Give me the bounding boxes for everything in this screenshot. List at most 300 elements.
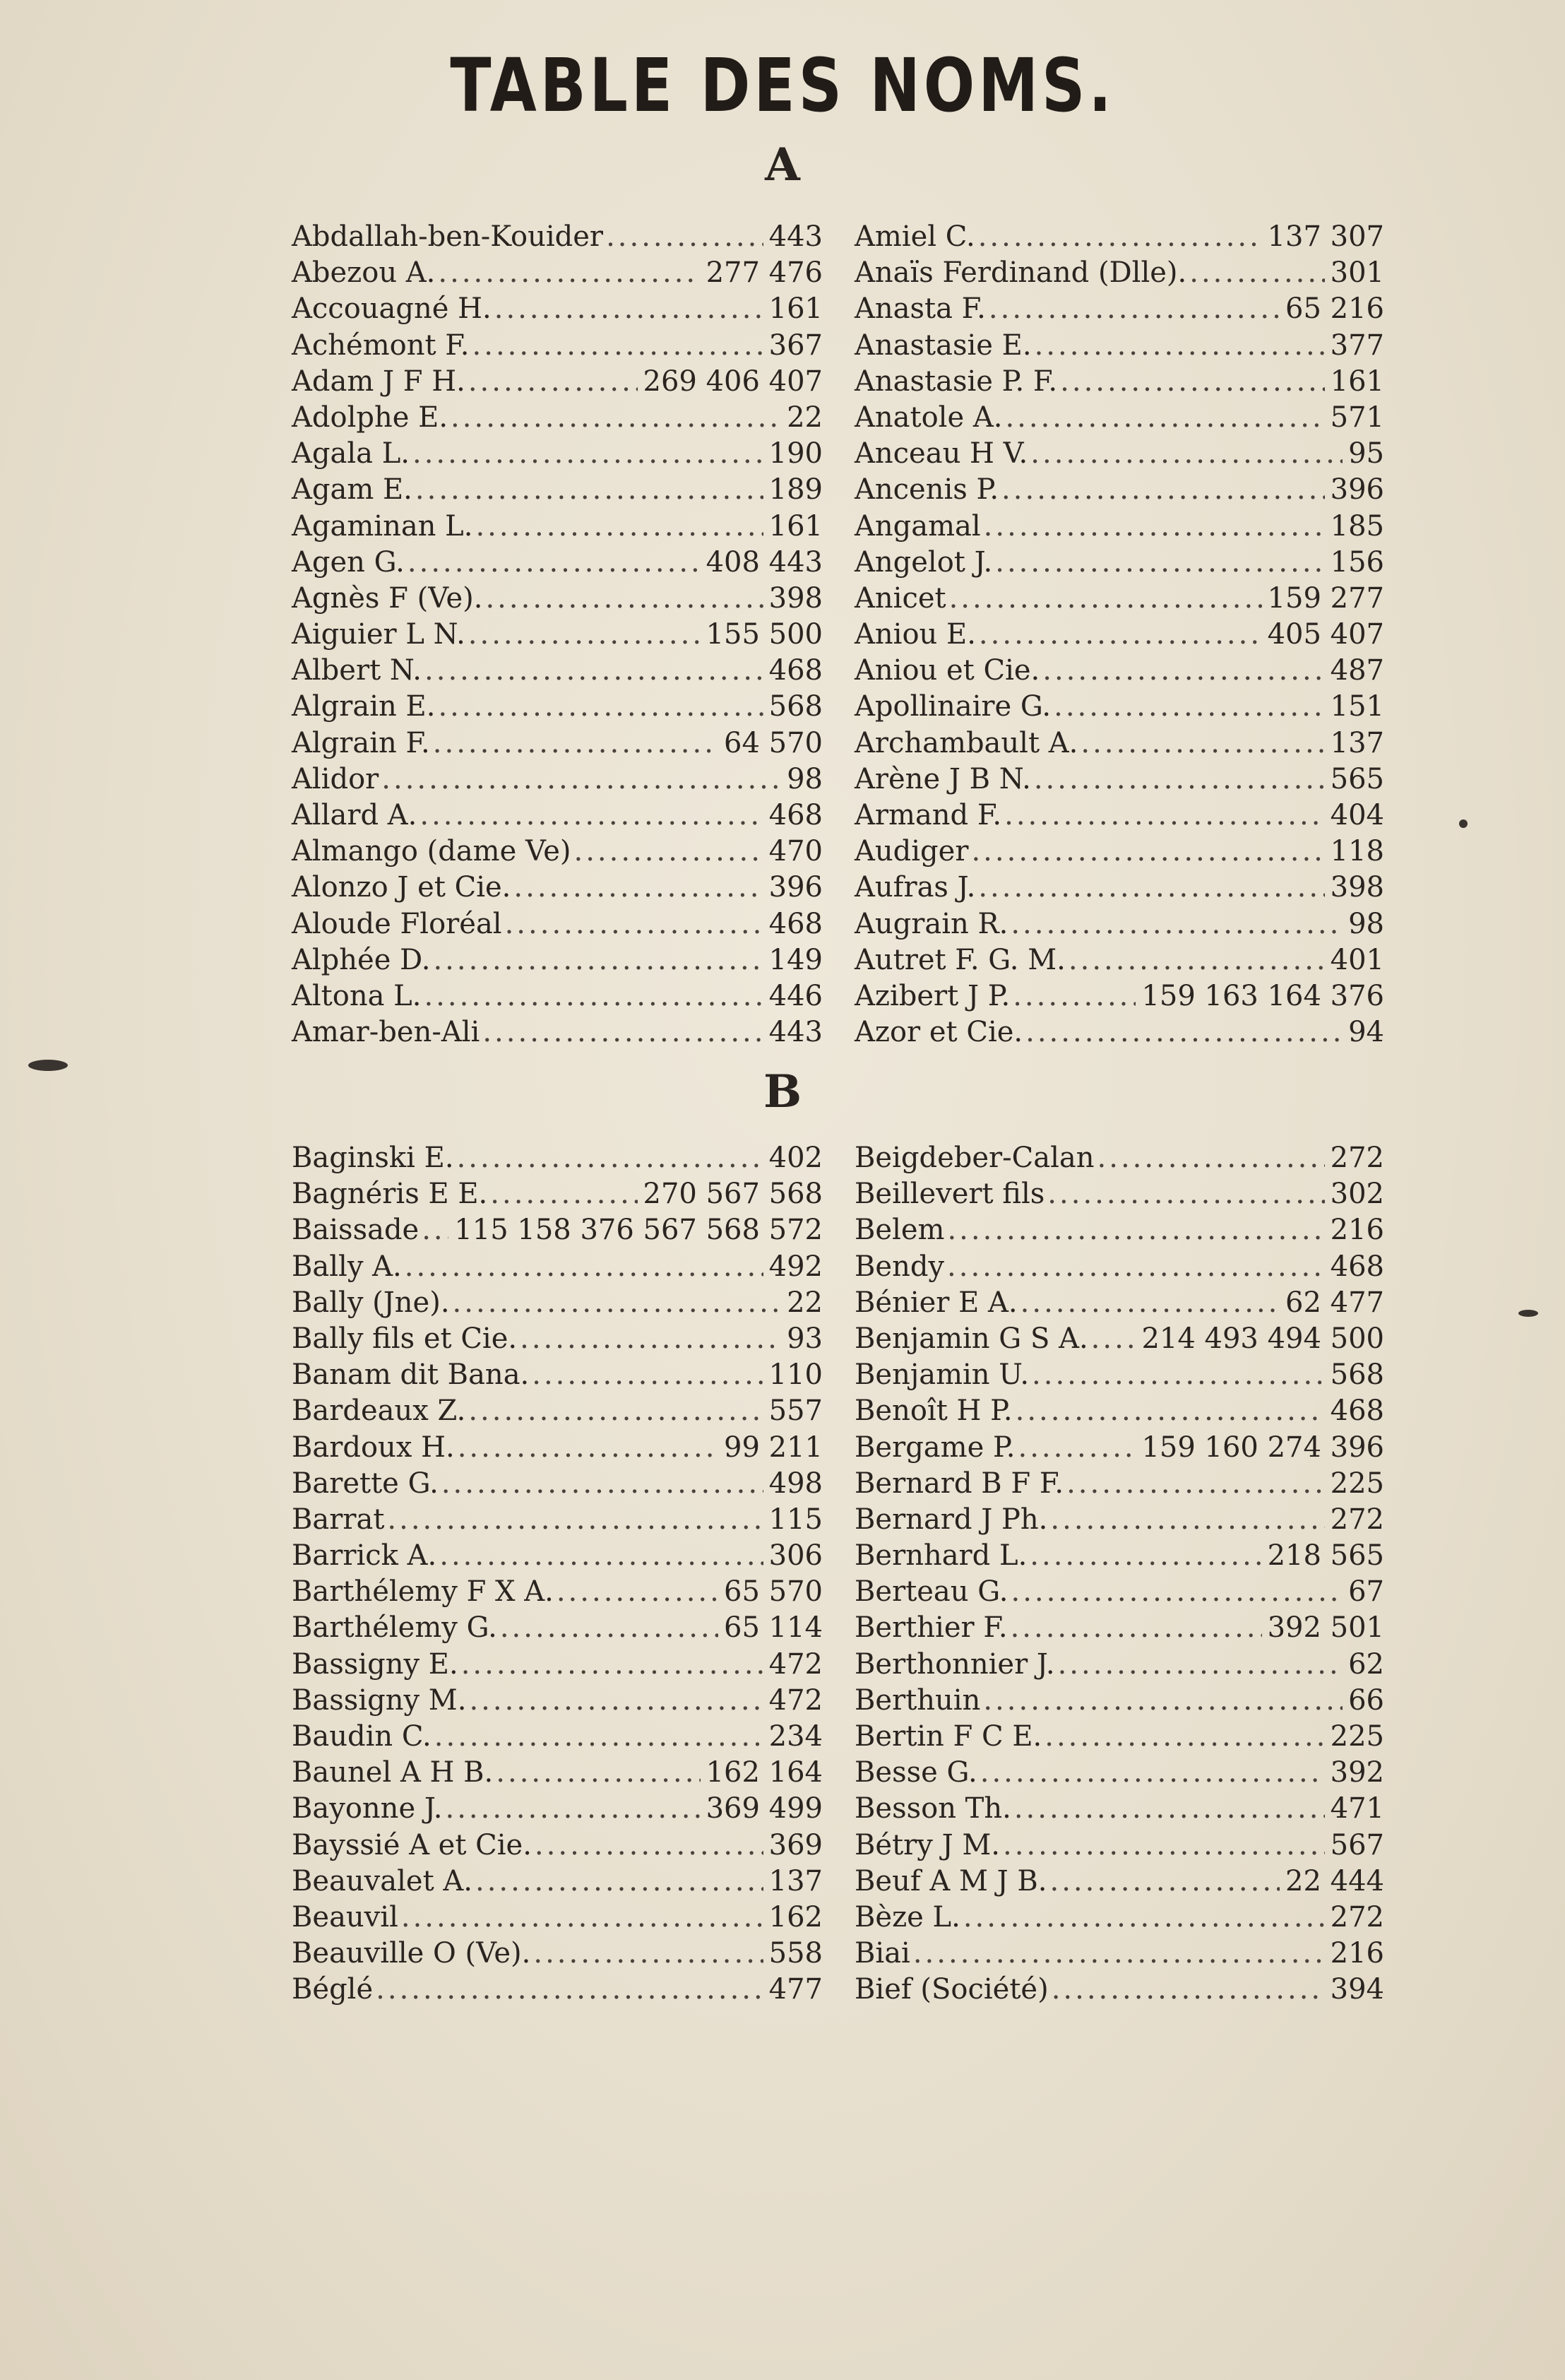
index-entry [855, 400, 1384, 436]
index-entry [292, 1430, 823, 1466]
dot-leader [472, 509, 763, 545]
index-entry [292, 834, 823, 870]
entry-pages: 65 216 [1285, 292, 1384, 326]
entry-pages: 272 [1330, 1900, 1384, 1934]
entry-pages: 22 444 [1285, 1864, 1384, 1898]
dot-leader [1042, 1719, 1324, 1755]
entry-pages: 214 493 494 500 [1141, 1322, 1384, 1355]
dot-leader [379, 762, 781, 798]
dot-leader [480, 1014, 763, 1050]
index-entry [855, 1140, 1384, 1176]
dot-leader [1047, 1864, 1280, 1900]
index-entry [855, 1936, 1384, 1972]
entry-name: Albert N. [292, 654, 422, 687]
dot-leader [977, 1755, 1325, 1791]
dot-leader [436, 1538, 763, 1574]
index-entry [855, 581, 1384, 617]
entry-name: Bayonne J. [292, 1792, 443, 1825]
entry-name: Anicet [855, 581, 946, 615]
dot-leader [1066, 942, 1325, 978]
entry-name: Algrain F. [292, 726, 430, 759]
dot-leader [529, 1357, 763, 1393]
index-entry [292, 1755, 823, 1791]
page-title: TABLE DES NOMS. [450, 42, 1115, 129]
ink-speck [1518, 1310, 1538, 1317]
entry-pages: 22 [787, 1286, 823, 1319]
entry-pages: 225 [1330, 1467, 1384, 1500]
section-a-right-column [855, 219, 1384, 1050]
entry-pages: 302 [1330, 1178, 1384, 1211]
index-entry [855, 1357, 1384, 1393]
dot-leader [910, 1936, 1325, 1972]
dot-leader [435, 689, 763, 725]
entry-name: Bertin F C E. [855, 1720, 1042, 1753]
dot-leader [470, 328, 763, 364]
dot-leader [402, 1249, 763, 1285]
dot-leader [511, 870, 763, 906]
index-entry [855, 1791, 1384, 1827]
entry-name: Barette G. [292, 1467, 439, 1500]
dot-leader [571, 834, 763, 870]
dot-leader [1008, 1574, 1343, 1610]
dot-leader [497, 1610, 718, 1646]
entry-pages: 22 [787, 401, 823, 434]
dot-leader [532, 1828, 763, 1864]
entry-pages: 159 277 [1267, 581, 1384, 615]
entry-name: Ancenis P. [855, 473, 999, 507]
entry-name: Bally A. [292, 1250, 402, 1283]
entry-name: Apollinaire G. [855, 690, 1052, 723]
dot-leader [410, 436, 763, 472]
entry-name: Anastasie E. [855, 328, 1032, 362]
index-entry [292, 689, 823, 725]
index-entry [292, 400, 823, 436]
entry-pages: 270 567 568 [643, 1178, 823, 1211]
index-entry [292, 1502, 823, 1538]
entry-pages: 159 163 164 376 [1141, 979, 1384, 1012]
entry-pages: 62 477 [1285, 1286, 1384, 1319]
entry-name: Barthélemy F X A. [292, 1575, 554, 1609]
index-entry [855, 906, 1384, 942]
dot-leader [465, 617, 701, 653]
dot-leader [1057, 364, 1325, 400]
entry-name: Benoît H P. [855, 1395, 1013, 1428]
entry-pages: 99 211 [724, 1431, 823, 1464]
entry-name: Adolphe E. [292, 401, 448, 434]
dot-leader [398, 1900, 763, 1936]
entry-pages: 471 [1330, 1792, 1384, 1825]
entry-pages: 402 [768, 1142, 823, 1174]
dot-leader [975, 219, 1262, 255]
entry-pages: 62 [1348, 1647, 1384, 1681]
entry-name: Anastasie P. F. [855, 365, 1058, 398]
index-entry [855, 472, 1384, 508]
entry-name: Béglé [292, 1973, 374, 2006]
dot-leader [976, 617, 1262, 653]
index-entry [292, 1864, 823, 1900]
dot-leader [412, 472, 763, 508]
entry-pages: 216 [1330, 1937, 1384, 1970]
index-entry [855, 328, 1384, 364]
dot-leader [1002, 400, 1324, 436]
entry-name: Bétry J M. [855, 1828, 1000, 1861]
dot-leader [530, 1936, 763, 1972]
dot-leader [435, 255, 700, 291]
index-entry [855, 617, 1384, 653]
index-entry [292, 978, 823, 1014]
entry-pages: 159 160 274 396 [1141, 1431, 1384, 1464]
entry-name: Agaminan L. [292, 509, 473, 543]
section-letter-a: A [765, 138, 800, 191]
entry-pages: 377 [1330, 328, 1384, 362]
index-entry [292, 1357, 823, 1393]
entry-name: Agen G. [292, 545, 405, 579]
entry-pages: 137 307 [1267, 220, 1384, 253]
dot-leader [554, 1574, 718, 1610]
entry-name: Arène J B N. [855, 762, 1031, 795]
entry-name: Achémont F. [292, 328, 470, 362]
entry-name: Anatole A. [855, 401, 1003, 434]
entry-pages: 216 [1330, 1214, 1384, 1247]
entry-pages: 443 [768, 1016, 823, 1049]
index-entry [855, 1755, 1384, 1791]
entry-pages: 398 [768, 581, 823, 615]
index-entry [292, 1249, 823, 1285]
dot-leader [946, 581, 1262, 617]
entry-name: Anceau H V. [855, 437, 1028, 470]
index-entry [855, 1321, 1384, 1357]
dot-leader [1049, 1972, 1325, 2008]
index-entry [292, 291, 823, 327]
entry-pages: 115 [768, 1503, 823, 1536]
dot-leader [442, 1791, 700, 1827]
entry-name: Aniou E. [855, 618, 976, 651]
index-entry [292, 1321, 823, 1357]
entry-pages: 404 [1330, 799, 1384, 831]
entry-name: Benjamin U. [855, 1358, 1030, 1392]
section-b-right-column [855, 1140, 1384, 2008]
entry-name: Besson Th. [855, 1792, 1011, 1825]
index-entry [855, 1900, 1384, 1936]
dot-leader [968, 834, 1324, 870]
index-entry [855, 1466, 1384, 1502]
ink-blot [28, 1060, 68, 1071]
dot-leader [944, 1249, 1325, 1285]
entry-name: Angamal [855, 509, 981, 543]
index-entry [292, 1014, 823, 1050]
dot-leader [493, 1755, 700, 1791]
entry-pages: 306 [768, 1539, 823, 1573]
index-entry [292, 328, 823, 364]
index-entry [292, 1791, 823, 1827]
dot-leader [1027, 1538, 1261, 1574]
entry-pages: 162 164 [706, 1756, 823, 1789]
index-entry [855, 1212, 1384, 1248]
entry-pages: 137 [1330, 726, 1384, 759]
index-entry [292, 798, 823, 834]
entry-pages: 155 500 [706, 618, 823, 651]
index-entry [855, 798, 1384, 834]
dot-leader [1088, 1321, 1136, 1357]
entry-name: Bernard J Ph. [855, 1503, 1048, 1536]
entry-name: Accouagné H. [292, 292, 492, 326]
entry-pages: 272 [1330, 1142, 1384, 1174]
dot-leader [1015, 1430, 1136, 1466]
entry-pages: 568 [768, 690, 823, 723]
index-entry [292, 1936, 823, 1972]
dot-leader [1095, 1140, 1325, 1176]
entry-name: Aniou et Cie. [855, 654, 1040, 687]
entry-name: Agam E. [292, 473, 412, 507]
dot-leader [492, 291, 763, 327]
dot-leader [450, 1285, 782, 1321]
entry-name: Barrick A. [292, 1539, 437, 1573]
index-entry [855, 545, 1384, 581]
index-entry [292, 870, 823, 906]
entry-pages: 162 [768, 1900, 823, 1934]
entry-name: Bief (Société) [855, 1973, 1049, 2006]
entry-pages: 225 [1330, 1720, 1384, 1753]
dot-leader [455, 1430, 718, 1466]
dot-leader [1047, 1502, 1324, 1538]
entry-pages: 269 406 407 [643, 365, 823, 398]
entry-pages: 405 407 [1267, 618, 1384, 651]
section-letter-b: B [763, 1065, 802, 1118]
entry-pages: 218 565 [1267, 1539, 1384, 1573]
index-entry [855, 1864, 1384, 1900]
index-entry [292, 1610, 823, 1646]
entry-pages: 568 [1330, 1358, 1384, 1392]
dot-leader [417, 798, 763, 834]
dot-leader [1023, 1014, 1343, 1050]
entry-pages: 98 [1348, 907, 1384, 940]
entry-pages: 65 570 [724, 1575, 823, 1609]
entry-pages: 477 [768, 1973, 823, 2006]
dot-leader [992, 545, 1324, 581]
entry-pages: 468 [768, 654, 823, 687]
dot-leader [986, 291, 1280, 327]
dot-leader [1008, 1610, 1262, 1646]
dot-leader [405, 545, 701, 581]
dot-leader [960, 1900, 1325, 1936]
dot-leader [944, 1212, 1324, 1248]
entry-pages: 443 [768, 220, 823, 253]
entry-name: Abezou A. [292, 256, 436, 290]
entry-pages: 65 114 [724, 1611, 823, 1645]
entry-pages: 277 476 [706, 256, 823, 290]
entry-name: Beillevert fils [855, 1178, 1045, 1211]
entry-name: Biai [855, 1937, 910, 1970]
dot-leader [1013, 1393, 1325, 1429]
entry-pages: 571 [1330, 401, 1384, 434]
entry-name: Agnès F (Ve). [292, 581, 483, 615]
dot-leader [1001, 798, 1325, 834]
index-entry [855, 834, 1384, 870]
dot-leader [421, 978, 763, 1014]
entry-pages: 115 158 376 567 568 572 [454, 1214, 823, 1247]
entry-pages: 189 [768, 473, 823, 507]
index-entry [292, 1719, 823, 1755]
dot-leader [1018, 1285, 1280, 1321]
entry-name: Abdallah-ben-Kouider [292, 220, 604, 253]
index-entry [292, 1176, 823, 1212]
index-entry [292, 1972, 823, 2008]
dot-leader [1010, 978, 1136, 1014]
index-entry [292, 364, 823, 400]
index-entry [855, 291, 1384, 327]
index-entry [855, 1393, 1384, 1429]
dot-leader [422, 653, 763, 689]
dot-leader [482, 581, 763, 617]
entry-name: Benjamin G S A. [855, 1322, 1088, 1355]
entry-name: Bassigny M. [292, 1683, 467, 1717]
entry-name: Besse G. [855, 1756, 977, 1789]
entry-pages: 470 [768, 835, 823, 868]
dot-leader [472, 1864, 763, 1900]
dot-leader [448, 400, 781, 436]
entry-pages: 66 [1348, 1683, 1384, 1717]
entry-name: Bernard B F F. [855, 1467, 1064, 1500]
entry-name: Beigdeber-Calan [855, 1142, 1095, 1174]
dot-leader [1031, 762, 1325, 798]
index-entry [292, 726, 823, 762]
entry-pages: 567 [1330, 1828, 1384, 1861]
index-entry [855, 509, 1384, 545]
entry-name: Bergame P. [855, 1431, 1016, 1464]
dot-leader [1040, 653, 1324, 689]
index-entry [855, 1430, 1384, 1466]
index-entry [855, 219, 1384, 255]
entry-name: Alonzo J et Cie. [292, 871, 511, 904]
entry-pages: 446 [768, 979, 823, 1012]
entry-name: Amar-ben-Ali [292, 1016, 480, 1049]
entry-pages: 367 [768, 328, 823, 362]
entry-name: Almango (dame Ve) [292, 835, 571, 868]
dot-leader [465, 1393, 763, 1429]
index-entry [292, 1212, 823, 1248]
entry-pages: 392 [1330, 1756, 1384, 1789]
dot-leader [439, 1466, 763, 1502]
index-entry [292, 1466, 823, 1502]
index-entry [292, 1140, 823, 1176]
entry-name: Allard A. [292, 799, 417, 831]
index-entry [855, 1285, 1384, 1321]
dot-leader [1032, 328, 1325, 364]
index-entry [292, 219, 823, 255]
entry-name: Azor et Cie. [855, 1016, 1023, 1049]
entry-pages: 468 [768, 799, 823, 831]
entry-name: Augrain R. [855, 907, 1008, 940]
index-entry [292, 653, 823, 689]
index-entry [292, 1538, 823, 1574]
entry-pages: 272 [1330, 1503, 1384, 1536]
index-entry [855, 1683, 1384, 1719]
dot-leader [980, 1683, 1343, 1719]
entry-name: Belem [855, 1214, 945, 1247]
entry-pages: 487 [1330, 654, 1384, 687]
entry-name: Amiel C. [855, 220, 975, 253]
entry-name: Audiger [855, 835, 969, 868]
entry-name: Altona L. [292, 979, 422, 1012]
entry-pages: 185 [1330, 509, 1384, 543]
index-entry [855, 1610, 1384, 1646]
section-b-left-column [292, 1140, 823, 2008]
dot-leader [373, 1972, 763, 2008]
dot-leader [430, 726, 718, 762]
entry-name: Aufras J. [855, 871, 976, 904]
index-entry [292, 472, 823, 508]
entry-name: Banam dit Bana. [292, 1358, 530, 1392]
entry-pages: 151 [1330, 690, 1384, 723]
index-entry [292, 1647, 823, 1683]
entry-name: Aiguier L N. [292, 618, 465, 651]
entry-pages: 95 [1348, 437, 1384, 470]
dot-leader [975, 870, 1324, 906]
entry-pages: 396 [1330, 473, 1384, 507]
entry-pages: 498 [768, 1467, 823, 1500]
entry-pages: 137 [768, 1864, 823, 1898]
dot-leader [1078, 726, 1324, 762]
entry-name: Bassigny E. [292, 1647, 458, 1681]
index-entry [855, 689, 1384, 725]
index-entry [292, 906, 823, 942]
entry-name: Beauvalet A. [292, 1864, 472, 1898]
dot-leader [458, 1647, 763, 1683]
entry-name: Bagnéris E E. [292, 1178, 488, 1211]
entry-name: Alidor [292, 762, 379, 795]
index-entry [292, 1393, 823, 1429]
entry-name: Bally fils et Cie. [292, 1322, 518, 1355]
entry-name: Aloude Floréal [292, 907, 502, 940]
entry-pages: 161 [768, 292, 823, 326]
dot-leader [1008, 906, 1343, 942]
entry-name: Baudin C. [292, 1720, 432, 1753]
entry-name: Bèze L. [855, 1900, 960, 1934]
entry-pages: 565 [1330, 762, 1384, 795]
index-entry [855, 1538, 1384, 1574]
dot-leader [1055, 1647, 1343, 1683]
entry-name: Adam J F H. [292, 365, 465, 398]
index-entry [292, 545, 823, 581]
dot-leader [466, 1683, 763, 1719]
index-entry [292, 1574, 823, 1610]
index-entry [855, 653, 1384, 689]
entry-pages: 472 [768, 1683, 823, 1717]
dot-leader [430, 942, 763, 978]
entry-pages: 468 [1330, 1395, 1384, 1428]
dot-leader [1064, 1466, 1325, 1502]
entry-name: Beauvil [292, 1900, 398, 1934]
index-entry [855, 1502, 1384, 1538]
index-entry [292, 617, 823, 653]
index-entry [855, 1972, 1384, 2008]
entry-pages: 190 [768, 437, 823, 470]
dot-leader [1011, 1791, 1325, 1827]
entry-pages: 64 570 [724, 726, 823, 759]
entry-name: Bally (Jne). [292, 1286, 450, 1319]
entry-pages: 392 501 [1267, 1611, 1384, 1645]
dot-leader [517, 1321, 781, 1357]
entry-pages: 401 [1330, 943, 1384, 976]
index-entry [855, 726, 1384, 762]
dot-leader [1000, 1828, 1325, 1864]
entry-pages: 161 [768, 509, 823, 543]
entry-name: Baissade [292, 1214, 419, 1247]
index-entry [292, 581, 823, 617]
dot-leader [384, 1502, 763, 1538]
entry-name: Baginski E. [292, 1142, 454, 1174]
entry-name: Baunel A H B. [292, 1756, 494, 1789]
